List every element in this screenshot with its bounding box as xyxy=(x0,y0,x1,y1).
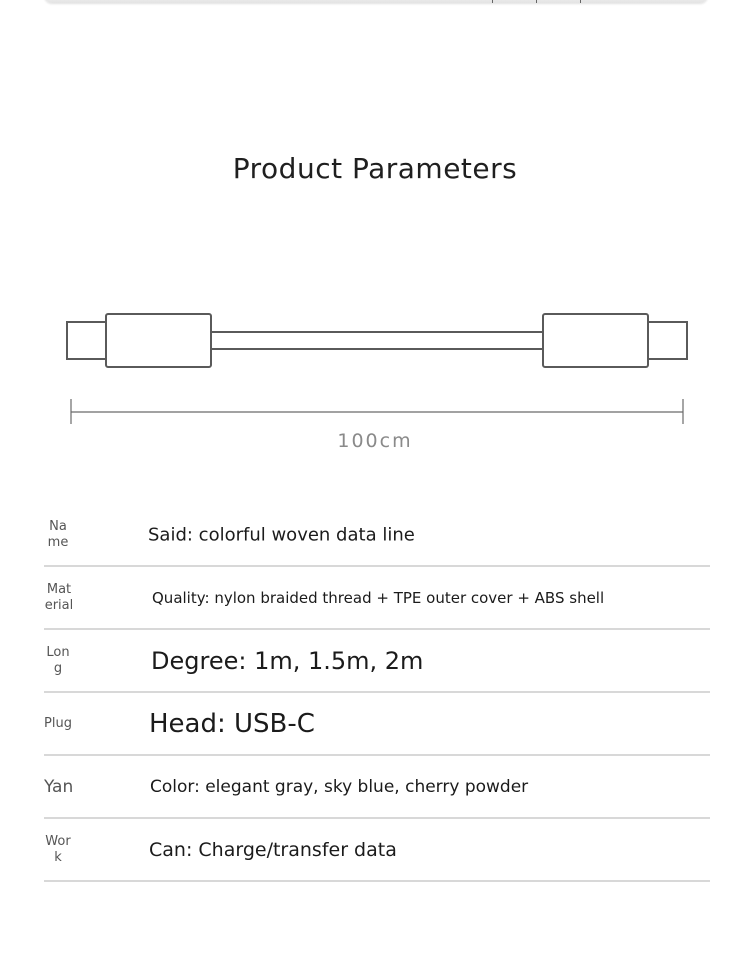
product-image-bottom-edge xyxy=(44,0,708,3)
cable-diagram xyxy=(0,300,750,440)
parameter-label: Material xyxy=(44,581,74,613)
parameter-label: Plug xyxy=(44,715,72,731)
cable-length-label: 100cm xyxy=(337,430,413,452)
image-detail-mark xyxy=(580,0,581,3)
parameter-row-function xyxy=(44,819,710,882)
parameter-value: Quality: nylon braided thread + TPE outer cover + ABS shell xyxy=(152,588,605,607)
parameter-value: Head: USB-C xyxy=(149,708,315,739)
parameter-value: Color: elegant gray, sky blue, cherry powder xyxy=(150,776,529,797)
parameter-value: Degree: 1m, 1.5m, 2m xyxy=(151,646,424,675)
parameter-row-material xyxy=(44,567,710,630)
parameter-row-plug xyxy=(44,693,710,756)
left-connector-tip xyxy=(67,322,106,359)
parameter-row-name xyxy=(44,504,710,567)
right-connector-tip xyxy=(648,322,687,359)
page-title: Product Parameters xyxy=(232,152,518,185)
left-connector-housing xyxy=(106,314,211,367)
parameters-table xyxy=(44,504,710,882)
parameter-label: Yan xyxy=(44,776,74,797)
parameter-value: Can: Charge/transfer data xyxy=(149,838,397,861)
parameter-row-color xyxy=(44,756,710,819)
image-detail-mark xyxy=(536,0,537,3)
parameter-label: Work xyxy=(45,833,71,865)
parameter-label: Long xyxy=(46,644,70,676)
cable-body xyxy=(211,332,543,349)
parameter-label: Name xyxy=(47,518,69,550)
right-connector-housing xyxy=(543,314,648,367)
parameter-row-length xyxy=(44,630,710,693)
image-detail-mark xyxy=(492,0,493,3)
parameter-value: Said: colorful woven data line xyxy=(148,524,415,545)
